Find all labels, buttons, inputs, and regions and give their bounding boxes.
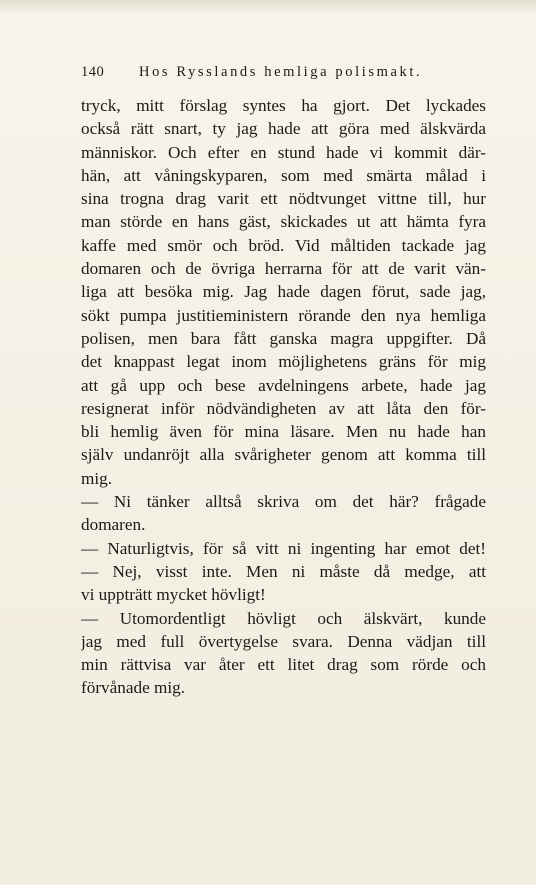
text-line: sina trogna drag varit ett nödtvunget vittne till, hur <box>81 189 486 209</box>
text-line: förvånade mig. <box>81 678 186 698</box>
text-line: — Ni tänker alltså skriva om det här? frågade <box>81 492 486 512</box>
text-line: jag med full övertygelse svara. Denna vädjan till <box>81 631 486 651</box>
text-line: själv undanröjt alla svårigheter genom att komma till <box>81 445 486 465</box>
text-line: mig. <box>81 468 113 488</box>
text-line: domaren. <box>81 515 146 535</box>
page-edge-shadow <box>0 0 536 14</box>
text-line: kaffe med smör och bröd. Vid måltiden tackade jag <box>81 235 486 255</box>
text-line: — Naturligtvis, för så vitt ni ingenting har emot det! <box>81 538 486 558</box>
text-line: man störde en hans gäst, skickades ut att hämta fyra <box>81 212 486 232</box>
text-line: vi uppträtt mycket hövligt! <box>81 585 266 605</box>
text-line: också rätt snart, ty jag hade att göra med älskvärda <box>81 119 486 139</box>
text-line: det knappast legat inom möjlighetens gräns för mig <box>81 352 486 372</box>
text-line: sökt pumpa justitieministern rörande den nya hemliga <box>81 305 486 325</box>
text-line: domaren och de övriga herrarna för att de varit vän- <box>81 259 486 279</box>
body-text <box>81 94 486 700</box>
text-line: — Nej, visst inte. Men ni måste då medge, att <box>81 561 486 581</box>
page-number: 140 <box>81 64 105 80</box>
running-head: Hos Rysslands hemliga polismakt. <box>139 64 423 80</box>
text-line: bli hemlig även för mina läsare. Men nu hade han <box>81 422 486 442</box>
text-line: resignerat inför nödvändigheten av att låta den för- <box>81 398 486 418</box>
text-line: att gå upp och bese avdelningens arbete, hade jag <box>81 375 486 395</box>
text-line: människor. Och efter en stund hade vi kommit där- <box>81 142 486 162</box>
text-line: — Utomordentligt hövligt och älskvärt, kunde <box>81 608 486 628</box>
page-header <box>81 60 481 84</box>
text-line: min rättvisa var åter ett litet drag som rörde och <box>81 655 486 675</box>
text-line: liga att besöka mig. Jag hade dagen förut, sade jag, <box>81 282 486 302</box>
text-line: hän, att våningskyparen, som med smärta målad i <box>81 165 486 185</box>
text-line: polisen, men bara fått ganska magra uppgifter. Då <box>81 328 486 348</box>
text-line: tryck, mitt förslag syntes ha gjort. Det lyckades <box>81 96 486 115</box>
